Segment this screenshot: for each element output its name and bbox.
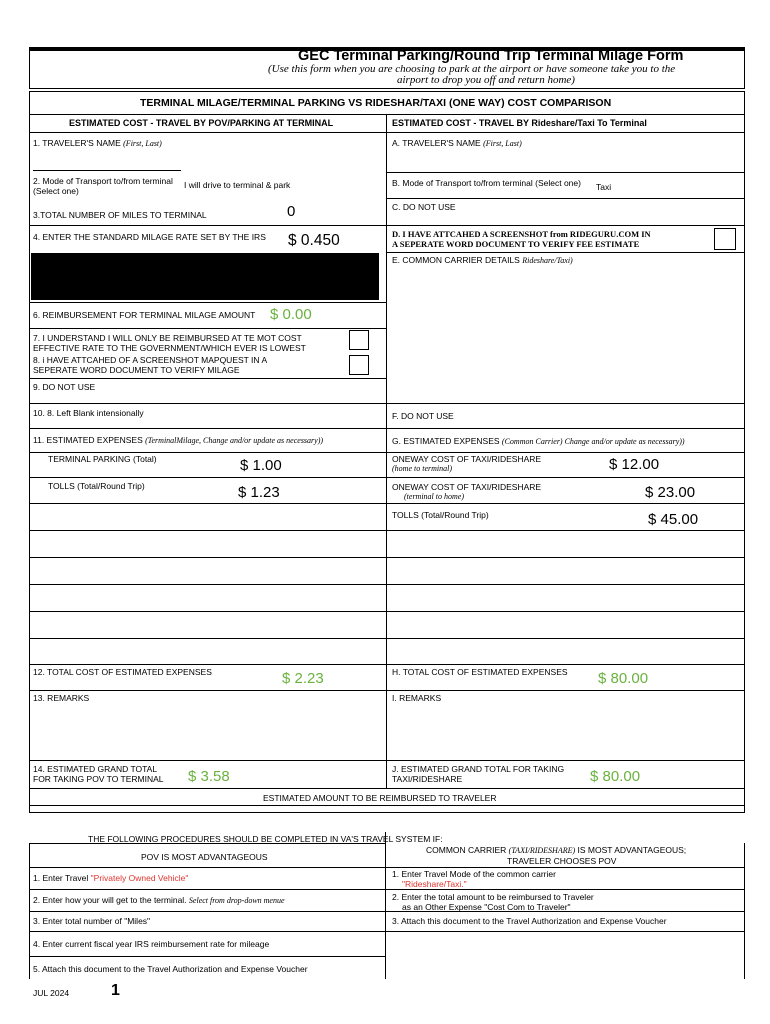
rule [29, 557, 745, 558]
oneway-terminal-to-home-label: ONEWAY COST OF TAXI/RIDESHARE (terminal to home) [392, 482, 542, 501]
rule [29, 931, 745, 932]
traveler-name-label: 1. TRAVELER'S NAME (First, Last) [33, 138, 162, 148]
left-heading: ESTIMATED COST - TRAVEL BY POV/PARKING AT TERMINAL [69, 118, 334, 128]
pov-grand-total-label: 14. ESTIMATED GRAND TOTAL FOR TAKING POV TO TERMINAL [33, 764, 164, 784]
pov-remarks-label: 13. REMARKS [33, 693, 90, 703]
rule [29, 503, 745, 504]
do-not-use-9: 9. DO NOT USE [33, 382, 96, 392]
estimated-expenses-label: 11. ESTIMATED EXPENSES (TerminalMilage, Change and/or update as necessary)) [33, 435, 324, 445]
common-carrier-expenses-label: G. ESTIMATED EXPENSES (Common Carrier) Change and/or update as necessary)) [392, 436, 685, 446]
rule [386, 252, 745, 253]
rideshare-tolls-label: TOLLS (Total/Round Trip) [392, 510, 489, 520]
do-not-use-c: C. DO NOT USE [392, 202, 456, 212]
rule [29, 956, 385, 957]
rule [29, 788, 745, 789]
total-estimated-expenses-label: 12. TOTAL COST OF ESTIMATED EXPENSES [33, 667, 212, 677]
cc-step-2: 2. Enter the total amount to be reimbursed to Traveler as an Other Expense "Cost Com to Traveler" [392, 892, 594, 912]
irs-rate-label: 4. ENTER THE STANDARD MILAGE RATE SET BY THE IRS [33, 232, 266, 242]
rule [29, 328, 386, 329]
rideguru-checkbox[interactable] [714, 228, 736, 250]
understand-statement: 7. I UNDERSTAND I WILL ONLY BE REIMBURSED AT TE MOT COST EFFECTIVE RATE TO THE GOVERNMENT/WHICH EVER IS LOWEST [33, 333, 306, 353]
rule [29, 611, 745, 612]
rule [29, 889, 745, 890]
rule [29, 843, 385, 844]
terminal-parking-label: TERMINAL PARKING (Total) [48, 454, 157, 464]
form-title: GEC Terminal Parking/Round Trip Terminal Milage Form [298, 48, 684, 64]
rule [29, 867, 745, 868]
rideshare-mode-label: B. Mode of Transport to/from terminal (Select one) [392, 178, 581, 188]
right-heading: ESTIMATED COST - TRAVEL BY Rideshare/Taxi To Terminal [392, 118, 647, 128]
left-blank-10: 10. 8. Left Blank intensionally [33, 408, 144, 418]
footer-date: JUL 2024 [33, 988, 70, 998]
rule [29, 690, 745, 691]
mode-transport-select[interactable]: I will drive to terminal & park [184, 180, 291, 190]
mode-transport-label: 2. Mode of Transport to/from terminal (Select one) [33, 176, 173, 196]
traveler-name-underline [33, 170, 181, 171]
pov-grand-total-amount: $ 3.58 [188, 768, 230, 785]
rideshare-mode-select[interactable]: Taxi [596, 182, 612, 192]
rule [29, 378, 386, 379]
rideshare-total-expenses-amount: $ 80.00 [598, 670, 649, 687]
rideshare-grand-total-label: J. ESTIMATED GRAND TOTAL FOR TAKING TAXI/RIDESHARE [392, 764, 565, 784]
reimbursement-label: 6. REIMBURSEMENT FOR TERMINAL MILAGE AMOUNT [33, 310, 256, 320]
pov-step-4: 4. Enter current fiscal year IRS reimbursement rate for mileage [33, 939, 270, 949]
rule [29, 760, 745, 761]
rule [29, 477, 745, 478]
page-number: 1 [111, 982, 120, 999]
pov-step-2: 2. Enter how your will get to the terminal. Select from drop-down menue [33, 895, 285, 905]
total-miles-label: 3.TOTAL NUMBER OF MILES TO TERMINAL [33, 210, 207, 220]
form-subtitle-line2: airport to drop you off and return home) [397, 74, 575, 86]
rule [29, 452, 745, 453]
pov-remarks-field[interactable] [30, 705, 385, 759]
rule [29, 428, 745, 429]
rule [29, 225, 745, 226]
pov-step-3: 3. Enter total number of "Miles" [33, 916, 151, 926]
mapquest-checkbox[interactable] [349, 355, 369, 375]
rule [29, 664, 745, 665]
redacted-block [31, 253, 379, 300]
pov-tolls-label: TOLLS (Total/Round Trip) [48, 481, 145, 491]
irs-rate-input[interactable]: $ 0.450 [288, 232, 340, 249]
rule [29, 638, 745, 639]
oneway-terminal-to-home-input[interactable]: $ 23.00 [645, 484, 696, 501]
oneway-home-to-terminal-label: ONEWAY COST OF TAXI/RIDESHARE (home to terminal) [392, 454, 542, 473]
rule [29, 530, 745, 531]
cc-procedures-heading-line2: TRAVELER CHOOSES POV [507, 856, 617, 866]
common-carrier-details-field[interactable] [387, 266, 744, 402]
rule [29, 911, 745, 912]
rule [386, 172, 745, 173]
comparison-title: TERMINAL MILAGE/TERMINAL PARKING VS RIDESHAR/TAXI (ONE WAY) COST COMPARISON [140, 97, 612, 109]
procedures-heading: THE FOLLOWING PROCEDURES SHOULD BE COMPLETED IN VA'S TRAVEL SYSTEM IF: [88, 834, 443, 844]
oneway-home-to-terminal-input[interactable]: $ 12.00 [609, 456, 660, 473]
rideshare-grand-total-amount: $ 80.00 [590, 768, 641, 785]
rideshare-tolls-input[interactable]: $ 45.00 [648, 511, 699, 528]
rule [29, 403, 745, 404]
rideguru-statement: D. I HAVE ATTCAHED A SCREENSHOT from RIDEGURU.COM IN A SEPERATE WORD DOCUMENT TO VERIFY FEE ESTIMATE [392, 229, 651, 249]
form-subtitle-line1: (Use this form when you are choosing to park at the airport or have someone take you to the [268, 63, 676, 75]
reimbursed-amount-field[interactable] [30, 806, 744, 829]
understand-checkbox[interactable] [349, 330, 369, 350]
rule [29, 302, 386, 303]
terminal-parking-input[interactable]: $ 1.00 [240, 457, 282, 474]
rideshare-remarks-label: I. REMARKS [392, 693, 442, 703]
reimbursement-amount: $ 0.00 [270, 306, 312, 323]
do-not-use-f: F. DO NOT USE [392, 411, 454, 421]
rule [386, 198, 745, 199]
pov-tolls-input[interactable]: $ 1.23 [238, 484, 280, 501]
rideshare-total-expenses-label: H. TOTAL COST OF ESTIMATED EXPENSES [392, 667, 568, 677]
rideshare-remarks-field[interactable] [387, 705, 744, 759]
total-miles-input[interactable]: 0 [287, 203, 296, 220]
rideshare-traveler-name-label: A. TRAVELER'S NAME (First, Last) [392, 138, 522, 148]
procedures-divider [385, 832, 386, 979]
total-estimated-expenses-amount: $ 2.23 [282, 670, 324, 687]
rule [29, 114, 745, 115]
pov-step-5: 5. Attach this document to the Travel Authorization and Expense Voucher [33, 964, 308, 974]
pov-procedures-heading: POV IS MOST ADVANTAGEOUS [141, 852, 268, 862]
cc-procedures-heading: COMMON CARRIER (TAXI/RIDESHARE) IS MOST ADVANTAGEOUS; [426, 845, 687, 855]
rule [29, 584, 745, 585]
cc-step-3: 3. Attach this document to the Travel Authorization and Expense Voucher [392, 916, 667, 926]
cc-step-1: 1. Enter Travel Mode of the common carrier "Rideshare/Taxi." [392, 869, 556, 889]
column-divider [386, 114, 387, 788]
mapquest-statement: 8. i HAVE ATTCAHED OF A SCREENSHOT MAPQUEST IN A SEPERATE WORD DOCUMENT TO VERIFY MILAGE [33, 355, 268, 375]
reimbursed-amount-label: ESTIMATED AMOUNT TO BE REIMBURSED TO TRAVELER [263, 793, 497, 803]
common-carrier-details-label: E. COMMON CARRIER DETAILS Rideshare/Taxi) [392, 255, 573, 265]
pov-step-1: 1. Enter Travel "Privately Owned Vehicle" [33, 873, 189, 883]
